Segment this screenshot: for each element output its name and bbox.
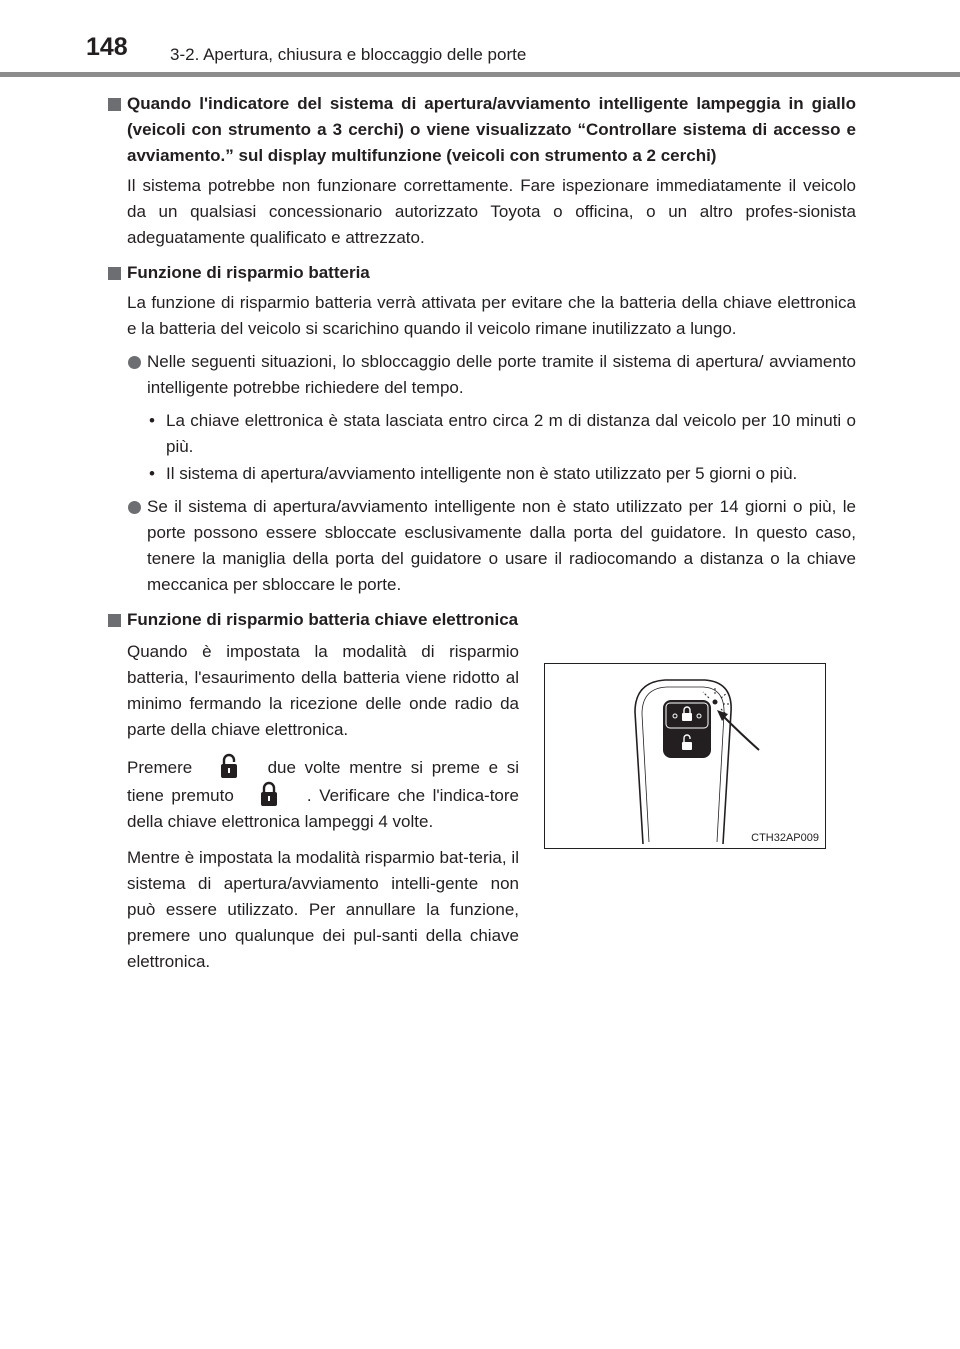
sub-item-text: Nelle seguenti situazioni, lo sbloccaggio delle porte tramite il sistema di apertura/ avviamento intelligente potrebbe richiedere del tempo. [147,352,856,397]
key-figure [544,663,826,849]
paragraph: Il sistema potrebbe non funzionare correttamente. Fare ispezionare immediatamente il veicolo da un qualsiasi concessionario autorizzato Toyota o officina, o un altro profes-sionista adeguatamente qualificato e attrezzato. [127,176,856,247]
paragraph-fragment: . Verificare che l'indica-tore della chiave elettronica lampeggi 4 volte. [127,786,519,831]
sub-item [108,494,856,598]
section-heading-text: Quando l'indicatore del sistema di apertura/avviamento intelligente lampeggia in giallo (veicoli con strumento a 3 cerchi) o viene visualizzato “Controllare sistema di accesso e avviamento.” sul display multifunzione (veicoli con strumento a 2 cerchi) [127,94,856,165]
electronic-key-illustration [545,664,825,848]
section-heading [108,607,856,633]
paragraph-with-icons [127,753,519,835]
round-bullet-icon [128,356,141,369]
paragraph: Mentre è impostata la modalità risparmio bat-teria, il sistema di apertura/avviamento intelli-gente non può essere utilizzato. Per annullare la funzione, premere uno qualunque dei pul-santi della chiave elettronica. [127,848,519,971]
paragraph-fragment: due volte mentre si preme e si tiene premuto [127,758,519,805]
bullet-mark: • [149,411,155,430]
sub-item [108,349,856,401]
section-battery-saving [108,260,856,598]
square-bullet-icon [108,98,121,111]
section-key-battery-saving [108,607,856,979]
page-number: 148 [86,33,128,61]
section-indicator-warning [108,91,856,251]
page-header [0,0,960,78]
text-with-figure [108,639,856,979]
list-item [147,461,856,487]
square-bullet-icon [108,267,121,280]
page-content [108,91,856,988]
unlock-icon [201,753,259,779]
section-heading [108,91,856,169]
bullet-list [108,408,856,487]
section-heading [108,260,856,286]
header-rule [0,72,960,77]
lock-icon [241,781,299,807]
section-heading-text: Funzione di risparmio batteria [127,263,370,282]
paragraph-fragment: Premere [127,758,193,777]
round-bullet-icon [128,501,141,514]
list-item [147,408,856,460]
section-heading-text: Funzione di risparmio batteria chiave elettronica [127,610,519,629]
figure-code: CTH32AP009 [751,832,819,844]
square-bullet-icon [108,614,121,627]
split-text [127,639,519,985]
bullet-mark: • [149,464,155,483]
paragraph: La funzione di risparmio batteria verrà attivata per evitare che la batteria della chiave elettronica e la batteria del veicolo si scarichino quando il veicolo rimane inutilizzato a lungo. [127,293,856,338]
paragraph: Quando è impostata la modalità di risparmio batteria, l'esaurimento della batteria viene ridotto al minimo fermando la ricezione delle onde radio da parte della chiave elettronica. [127,642,519,739]
sub-item-text: Se il sistema di apertura/avviamento intelligente non è stato utilizzato per 14 giorni o più, le porte possono essere sbloccate esclusivamente dalla porta del guidatore. In questo caso, tenere la maniglia della porta del guidatore o usare il radiocomando a distanza o la chiave meccanica per sbloccare le porte. [147,497,856,594]
list-item-text: La chiave elettronica è stata lasciata entro circa 2 m di distanza dal veicolo per 10 minuti o più. [166,411,856,456]
chapter-title: 3-2. Apertura, chiusura e bloccaggio delle porte [170,45,527,64]
list-item-text: Il sistema di apertura/avviamento intelligente non è stato utilizzato per 5 giorni o più. [166,464,798,483]
